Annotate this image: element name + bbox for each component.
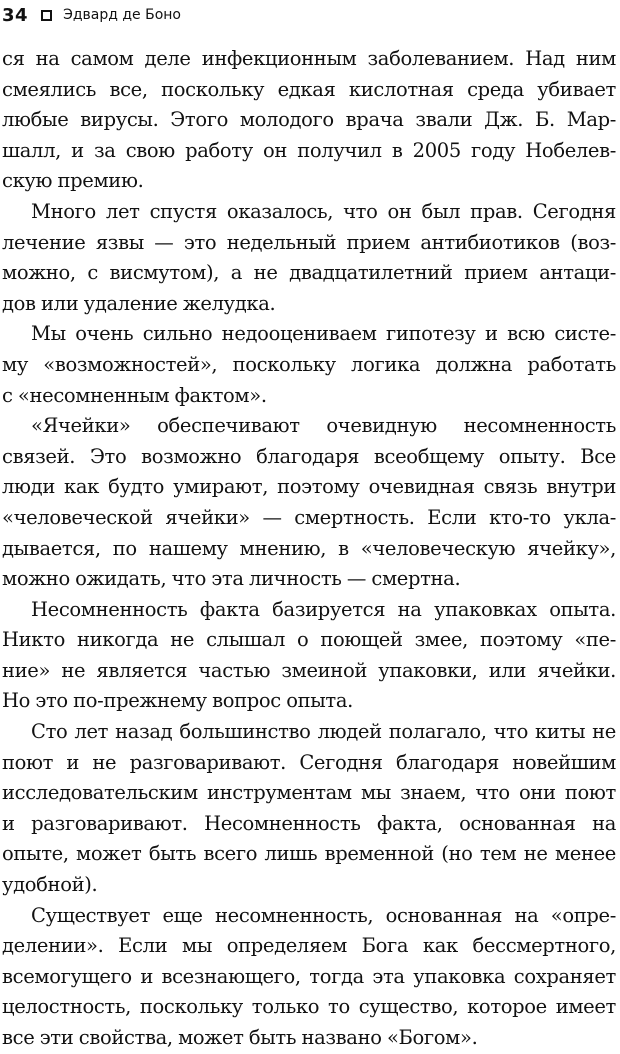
text-line: всемогущего и всезнающего, тогда эта упаковка сохраняет [2, 964, 616, 988]
text-line: скую премию. [2, 169, 144, 193]
text-line: можно ожидать, что эта личность — смертна. [2, 567, 461, 591]
text-line: делении». Если мы определяем Бога как бессмертного, [2, 934, 616, 958]
text-line: му «возможностей», поскольку логика должна работать [2, 352, 616, 376]
text-line: шалл, и за свою работу он получил в 2005 году Нобелев- [2, 138, 616, 162]
text-line: можно, с висмутом), а не двадцатилетний прием антаци- [2, 261, 616, 285]
text-line: связей. Это возможно благодаря всеобщему опыту. Все [2, 444, 616, 468]
text-line: любые вирусы. Этого молодого врача звали Дж. Б. Мар- [2, 108, 616, 132]
text-line: Несомненность факта базируется на упаковках опыта. [31, 597, 616, 621]
text-line: «Ячейки» обеспечивают очевидную несомненность [31, 414, 616, 438]
text-line: Существует еще несомненность, основанная на «опре- [31, 903, 616, 927]
body-text [2, 44, 616, 1054]
text-line: и разговаривают. Несомненность факта, основанная на [2, 811, 616, 835]
text-line: исследовательским инструментам мы знаем, что они поют [2, 781, 616, 805]
text-line: ся на самом деле инфекционным заболеванием. Над ним [2, 47, 616, 70]
text-line: люди как будто умирают, поэтому очевидная связь внутри [2, 475, 616, 499]
square-ornament-icon [41, 10, 52, 21]
text-line: опыте, может быть всего лишь временной (но тем не менее [2, 842, 616, 866]
text-line: Много лет спустя оказалось, что он был прав. Сегодня [31, 199, 616, 223]
text-line: поют и не разговаривают. Сегодня благодаря новейшим [2, 750, 616, 774]
text-line: Но это по-прежнему вопрос опыта. [2, 689, 353, 713]
text-line: удобной). [2, 873, 98, 897]
text-line: дывается, по нашему мнению, в «человеческую ячейку», [2, 536, 616, 560]
text-line: Никто никогда не слышал о поющей змее, поэтому «пе- [2, 628, 616, 652]
running-head [2, 4, 181, 26]
text-line: «человеческой ячейки» — смертность. Если кто-то укла- [2, 505, 616, 529]
page-number: 34 [2, 4, 29, 26]
text-line: с «несомненным фактом». [2, 383, 267, 407]
text-line: ние» не является частью змеиной упаковки, или ячейки. [2, 658, 616, 682]
running-head-author: Эдвард де Боно [63, 7, 181, 23]
text-line: Мы очень сильно недооцениваем гипотезу и всю систе- [31, 322, 616, 346]
text-line: все эти свойства, может быть названо «Богом». [2, 1026, 478, 1049]
text-line: лечение язвы — это недельный прием антибиотиков (воз- [2, 230, 616, 254]
text-line: смеялись все, поскольку едкая кислотная среда убивает [2, 77, 616, 101]
text-line: целостность, поскольку только то существо, которое имеет [2, 995, 616, 1019]
text-line: Сто лет назад большинство людей полагало, что киты не [31, 720, 616, 744]
text-line: дов или удаление желудка. [2, 291, 276, 315]
